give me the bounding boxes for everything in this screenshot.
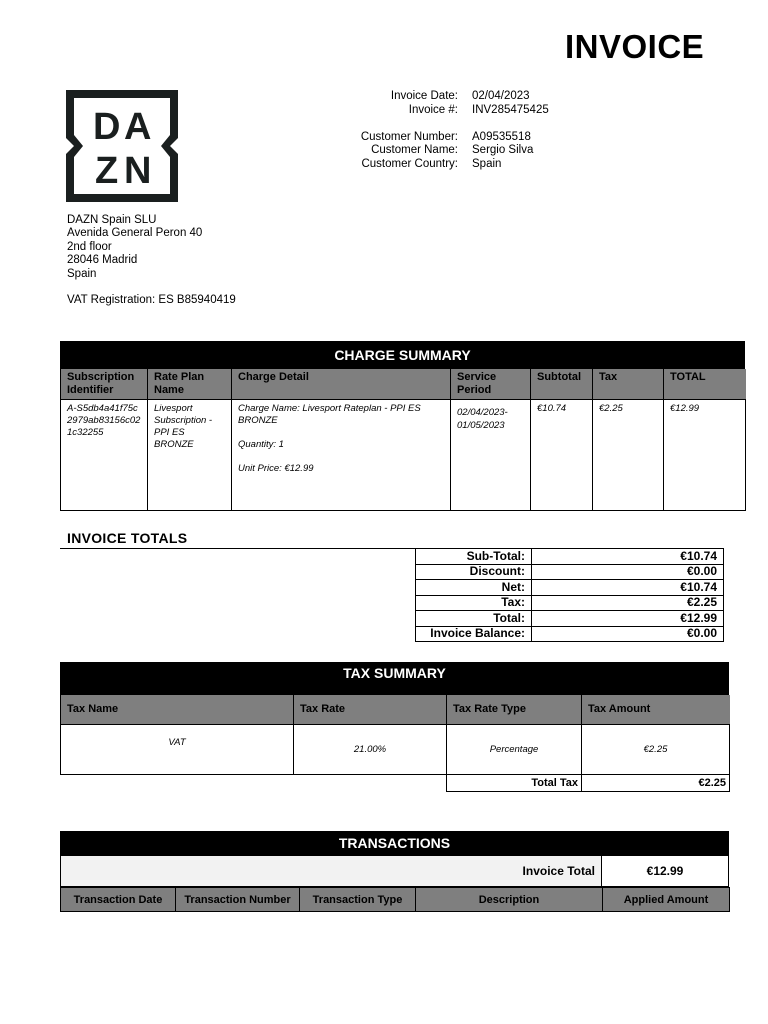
svg-text:N: N <box>124 150 152 192</box>
col-service-period: Service Period <box>451 369 531 400</box>
cell-charge-detail <box>232 400 451 511</box>
totals-row <box>416 595 724 611</box>
col-subscription-id: Subscription Identifier <box>61 369 148 400</box>
totals-label: Net: <box>416 580 532 596</box>
meta-value: Spain <box>472 157 502 170</box>
col-total: TOTAL <box>664 369 746 400</box>
invoice-title: INVOICE <box>565 28 705 65</box>
charge-name: Charge Name: Livesport Rateplan - PPI ES BRONZE <box>238 403 421 426</box>
tax-summary-title: TAX SUMMARY <box>60 662 729 695</box>
invoice-total-value: €12.99 <box>601 856 728 886</box>
transactions-table <box>60 887 730 912</box>
meta-label: Customer Number: <box>360 130 458 143</box>
address-line: Spain <box>67 267 97 280</box>
invoice-total-row <box>60 856 729 887</box>
tax-total-label: Total Tax <box>447 775 582 792</box>
meta-label: Customer Name: <box>371 144 458 157</box>
meta-row-invoice-number <box>330 104 622 118</box>
totals-value: €12.99 <box>532 611 724 627</box>
charge-summary <box>60 341 745 511</box>
tax-summary-table <box>60 695 730 775</box>
totals-value: €10.74 <box>532 549 724 565</box>
col-rate-plan: Rate Plan Name <box>148 369 232 400</box>
meta-row-customer-country <box>330 158 622 172</box>
cell-tax-amount: €2.25 <box>582 724 730 774</box>
col-subtotal: Subtotal <box>531 369 593 400</box>
company-address <box>67 214 202 281</box>
address-line: DAZN Spain SLU <box>67 214 157 226</box>
tax-total-row <box>447 775 730 792</box>
cell-subtotal: €10.74 <box>531 400 593 511</box>
svg-text:D: D <box>93 106 121 148</box>
totals-row <box>416 549 724 565</box>
meta-value: 02/04/2023 <box>472 90 530 102</box>
tax-header-row <box>61 695 730 724</box>
tax-summary <box>60 662 729 775</box>
col-tax-amount: Tax Amount <box>582 695 730 724</box>
meta-row-customer-name <box>330 144 622 158</box>
col-transaction-date: Transaction Date <box>61 888 176 912</box>
cell-tax: €2.25 <box>593 400 664 511</box>
meta-label: Invoice Date: <box>390 90 458 102</box>
invoice-totals-table <box>415 548 724 642</box>
col-tax-rate-type: Tax Rate Type <box>447 695 582 724</box>
meta-label: Invoice #: <box>408 103 458 116</box>
meta-label: Customer Country: <box>361 157 458 170</box>
col-transaction-type: Transaction Type <box>300 888 416 912</box>
meta-row-customer-number <box>330 131 622 145</box>
totals-row <box>416 564 724 580</box>
divider <box>60 548 416 549</box>
totals-value: €0.00 <box>532 626 724 642</box>
table-row <box>61 724 730 774</box>
charge-summary-title: CHARGE SUMMARY <box>60 341 745 369</box>
col-tax: Tax <box>593 369 664 400</box>
dazn-logo <box>66 90 178 202</box>
charge-header-row <box>61 369 746 400</box>
svg-text:A: A <box>124 106 152 148</box>
col-applied-amount: Applied Amount <box>603 888 730 912</box>
totals-value: €2.25 <box>532 595 724 611</box>
vat-registration: VAT Registration: ES B85940419 <box>67 294 236 306</box>
cell-total: €12.99 <box>664 400 746 511</box>
meta-value: Sergio Silva <box>472 144 534 157</box>
cell-tax-name: VAT <box>61 724 294 774</box>
totals-label: Invoice Balance: <box>416 626 532 642</box>
totals-label: Discount: <box>416 564 532 580</box>
cell-service-period: 02/04/2023-01/05/2023 <box>451 400 531 511</box>
table-row <box>61 400 746 511</box>
meta-row-invoice-date <box>330 90 622 104</box>
address-line: 28046 Madrid <box>67 254 138 267</box>
totals-label: Total: <box>416 611 532 627</box>
address-line: Avenida General Peron 40 <box>67 227 203 240</box>
address-line: 2nd floor <box>67 240 112 253</box>
transactions <box>60 831 729 912</box>
meta-value: A09535518 <box>472 130 531 143</box>
totals-row <box>416 580 724 596</box>
cell-subscription-id: A-S5db4a41f75c2979ab83156c021c32255 <box>61 400 148 511</box>
totals-row <box>416 626 724 642</box>
invoice-meta <box>330 90 622 172</box>
transactions-title: TRANSACTIONS <box>60 831 729 856</box>
col-tax-rate: Tax Rate <box>294 695 447 724</box>
cell-rate-plan: Livesport Subscription - PPI ES BRONZE <box>148 400 232 511</box>
col-charge-detail: Charge Detail <box>232 369 451 400</box>
meta-value: INV285475425 <box>472 103 549 116</box>
totals-row <box>416 611 724 627</box>
tax-total-table <box>446 774 730 792</box>
invoice-totals-title: INVOICE TOTALS <box>67 530 188 546</box>
invoice-total-label: Invoice Total <box>522 864 595 878</box>
charge-summary-table <box>60 369 746 511</box>
totals-label: Sub-Total: <box>416 549 532 565</box>
cell-tax-rate-type: Percentage <box>447 724 582 774</box>
svg-text:Z: Z <box>95 150 119 192</box>
charge-quantity: Quantity: 1 <box>238 439 284 450</box>
col-tax-name: Tax Name <box>61 695 294 724</box>
cell-tax-rate: 21.00% <box>294 724 447 774</box>
totals-label: Tax: <box>416 595 532 611</box>
col-description: Description <box>416 888 603 912</box>
charge-unit-price: Unit Price: €12.99 <box>238 463 314 474</box>
totals-value: €0.00 <box>532 564 724 580</box>
transactions-header-row <box>61 888 730 912</box>
col-transaction-number: Transaction Number <box>176 888 300 912</box>
tax-total-value: €2.25 <box>582 775 730 792</box>
totals-value: €10.74 <box>532 580 724 596</box>
